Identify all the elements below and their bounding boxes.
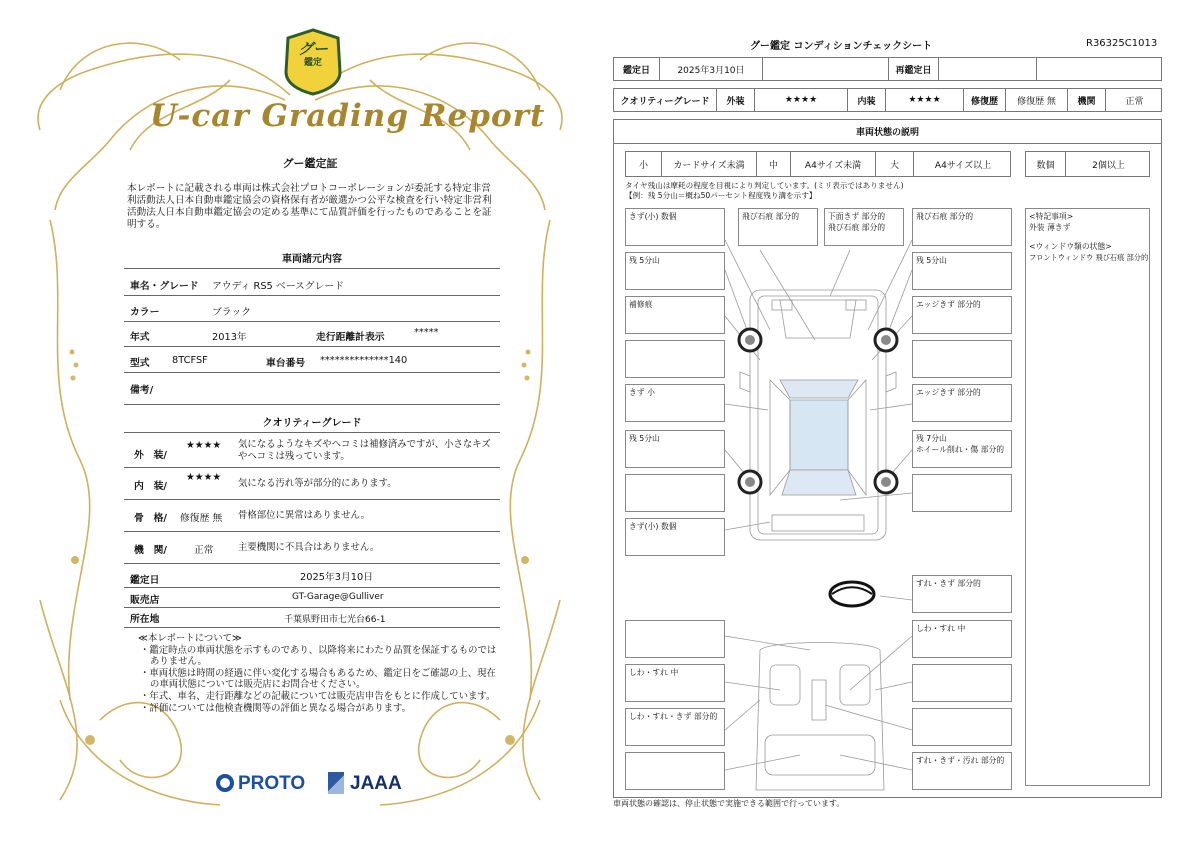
steering-wheel-icon — [830, 582, 874, 606]
exterior-stars: ★★★★ — [186, 440, 222, 451]
condition-box-left-7 — [625, 474, 725, 512]
divider — [124, 268, 500, 269]
int-value: ★★★★ — [886, 89, 964, 111]
certificate-title: グー鑑定証 — [282, 157, 338, 170]
odo-label: 走行距離計表示 — [316, 332, 385, 343]
frame-status: 修復歴 無 — [180, 513, 223, 524]
date-label: 鑑定日 — [130, 575, 160, 586]
quality-row-engine — [124, 532, 500, 564]
model-label: 型式 — [130, 358, 150, 369]
note-item: ・車両状態は時間の経過に伴い変化する場合もあるため、鑑定日をご確認の上、現在の車両状態については販売店にお問合せください。 — [140, 667, 496, 691]
legend-large-desc: A4サイズ以上 — [934, 160, 992, 171]
date-value: 2025年3月10日 — [300, 572, 374, 583]
redate-label: 再鑑定日 — [889, 58, 939, 80]
shop-label: 販売店 — [130, 595, 160, 606]
engine-label: 機 関/ — [134, 545, 167, 556]
condition-box-interior-left-2: しわ・すれ 中 — [625, 664, 725, 702]
tire-note-2: 【例：残 5分山＝概ね50パーセント程度残り溝を示す】 — [625, 191, 817, 200]
condition-box-top-1: 飛び石痕 部分的 — [738, 208, 818, 246]
interior-label: 内 装/ — [134, 481, 167, 492]
sheet-id: R36325C1013 — [1086, 38, 1158, 49]
date-value: 2025年3月10日 — [660, 58, 763, 80]
window-value: フロントウィンドウ 飛び石痕 部分的 — [1029, 253, 1149, 262]
color-value: ブラック — [212, 307, 251, 318]
badge-text — [288, 40, 338, 69]
grade-label: クオリティーグレード — [614, 89, 717, 111]
note-item: ・鑑定時点の車両状態を示すものであり、以降将来にわたり品質を保証するものではありません。 — [140, 644, 497, 668]
condition-box-interior-left-4 — [625, 752, 725, 790]
condition-box-interior-left-1 — [625, 620, 725, 658]
legend-count-desc: 2個以上 — [1092, 160, 1125, 171]
condition-box-top-2: 下面きず 部分的 飛び石痕 部分的 — [824, 208, 904, 246]
quality-row-exterior — [124, 434, 500, 468]
name-value: アウディ RS5 ベースグレード — [212, 281, 344, 292]
frame-text: 骨格部位に異常はありません。 — [238, 510, 370, 521]
engine-status: 正常 — [194, 545, 214, 556]
legend-large: 大 — [876, 152, 914, 176]
notes-title: ≪本レポートについて≫ — [138, 633, 242, 644]
sheet-title: グー鑑定 コンディションチェックシート — [750, 41, 933, 52]
intro-text: 本レポートに記載される車両は株式会社プロトコーポレーションが委託する特定非営利活動法人日本自動車鑑定協会の資格保有者が厳選かつ公平な検査を行い特定非営利活動法人日本自動車鑑定協会の定める基準にて品質評価を行ったものであることを証明する。 — [127, 183, 492, 230]
condition-box-right-1: 飛び石痕 部分的 — [912, 208, 1012, 246]
year-value: 2013年 — [212, 332, 247, 343]
condition-box-left-8: きず(小) 数個 — [625, 518, 725, 556]
condition-box-steering: すれ・きず 部分的 — [912, 575, 1012, 613]
condition-box-interior-right-4: すれ・きず・汚れ 部分的 — [912, 752, 1012, 790]
condition-box-interior-right-3 — [912, 708, 1012, 746]
divider — [124, 432, 500, 433]
jaaa-logo: JAAA — [350, 773, 402, 794]
address-label: 所在地 — [130, 614, 160, 625]
repair-label: 修復歴 — [964, 89, 1006, 111]
quality-title: クオリティーグレード — [262, 418, 362, 429]
exterior-label: 外 装/ — [134, 450, 167, 461]
ext-value: ★★★★ — [755, 89, 848, 111]
condition-box-left-5: きず 小 — [625, 384, 725, 422]
spec-row-year — [124, 322, 500, 347]
footer-row-shop — [124, 588, 500, 608]
chassis-value: **************140 — [320, 355, 408, 366]
shop-value: GT-Garage@Gulliver — [292, 592, 384, 602]
footer-row-address — [124, 608, 500, 628]
condition-box-left-3: 補修痕 — [625, 296, 725, 334]
bottom-note: 車両状態の確認は、停止状態で実施できる範囲で行っています。 — [613, 799, 845, 808]
repair-value: 修復歴 無 — [1006, 89, 1068, 111]
badge-line1: グー — [297, 40, 328, 58]
proto-logo: PROTO — [238, 773, 306, 794]
engine-value: 正常 — [1125, 96, 1144, 107]
quality-row-interior — [124, 468, 500, 500]
note-item: ・評価については他検査機関等の評価と異なる場合があります。 — [140, 702, 411, 714]
spec-row-model — [124, 347, 500, 373]
condition-check-sheet — [600, 0, 1200, 848]
int-label: 内装 — [848, 89, 886, 111]
condition-box-interior-right-2 — [912, 664, 1012, 702]
ext-label: 外装 — [717, 89, 755, 111]
legend-mid: 中 — [757, 152, 791, 176]
frame-label: 骨 格/ — [134, 513, 167, 524]
condition-box-left-2: 残 5分山 — [625, 252, 725, 290]
odo-value: ***** — [414, 327, 439, 338]
model-value: 8TCFSF — [172, 355, 208, 366]
address-value: 千葉県野田市七光台66-1 — [284, 615, 386, 625]
badge-line2: 鑑定 — [303, 58, 322, 68]
exterior-text: 気になるようなキズやヘコミは補修済みですが、小さなキズやヘコミは残っています。 — [238, 439, 491, 462]
spec-title: 車両諸元内容 — [282, 254, 342, 265]
spec-row-color — [124, 296, 500, 322]
interior-text: 気になる汚れ等が部分的にあります。 — [238, 478, 397, 489]
color-label: カラー — [130, 307, 160, 318]
logos — [210, 770, 410, 800]
remarks-label: 備考/ — [130, 385, 154, 396]
legend-count: 数個 — [1026, 152, 1066, 176]
condition-box-left-6: 残 5分山 — [625, 430, 725, 468]
special-value: 外装 薄きず — [1029, 223, 1071, 232]
condition-box-right-4 — [912, 340, 1012, 378]
proto-logo-icon — [216, 774, 234, 792]
condition-box-right-7 — [912, 474, 1012, 512]
interior-stars: ★★★★ — [186, 472, 222, 483]
condition-box-right-6: 残 7分山 ホイール削れ・傷 部分的 — [912, 430, 1012, 468]
condition-box-right-5: エッジきず 部分的 — [912, 384, 1012, 422]
window-title: <ウィンドウ類の状態> — [1029, 242, 1112, 251]
spec-row-name — [124, 270, 500, 296]
condition-box-interior-left-3: しわ・すれ・きず 部分的 — [625, 708, 725, 746]
chassis-label: 車台番号 — [266, 358, 306, 369]
legend-small-desc: カードサイズ未満 — [662, 152, 757, 176]
legend-small: 小 — [626, 152, 662, 176]
condition-box-right-2: 残 5分山 — [912, 252, 1012, 290]
desc-title: 車両状態の説明 — [613, 119, 1162, 144]
date-label: 鑑定日 — [614, 58, 660, 80]
engine-text: 主要機関に不具合はありません。 — [238, 542, 380, 553]
jaaa-logo-icon — [328, 772, 344, 794]
special-notes-box — [1025, 208, 1150, 786]
name-label: 車名・グレード — [130, 281, 199, 292]
condition-box-interior-right-1: しわ・すれ 中 — [912, 620, 1012, 658]
tire-note-1: タイヤ残山は摩耗の程度を目視により判定しています。(ミリ表示ではありません) — [625, 181, 904, 190]
year-label: 年式 — [130, 332, 150, 343]
condition-box-left-4 — [625, 340, 725, 378]
condition-box-left-1: きず(小) 数個 — [625, 208, 725, 246]
footer-row-date — [124, 564, 500, 588]
spec-row-remarks — [124, 373, 500, 405]
condition-box-right-3: エッジきず 部分的 — [912, 296, 1012, 334]
special-title: <特記事項> — [1029, 212, 1074, 221]
note-item: ・年式、車名、走行距離などの記載については販売店申告をもとに作成しています。 — [140, 690, 496, 702]
engine-label: 機関 — [1068, 89, 1106, 111]
quality-row-frame — [124, 500, 500, 532]
legend-mid-desc: A4サイズ未満 — [791, 152, 876, 176]
script-title: U-car Grading Report — [150, 98, 546, 134]
report-notes — [138, 633, 498, 714]
